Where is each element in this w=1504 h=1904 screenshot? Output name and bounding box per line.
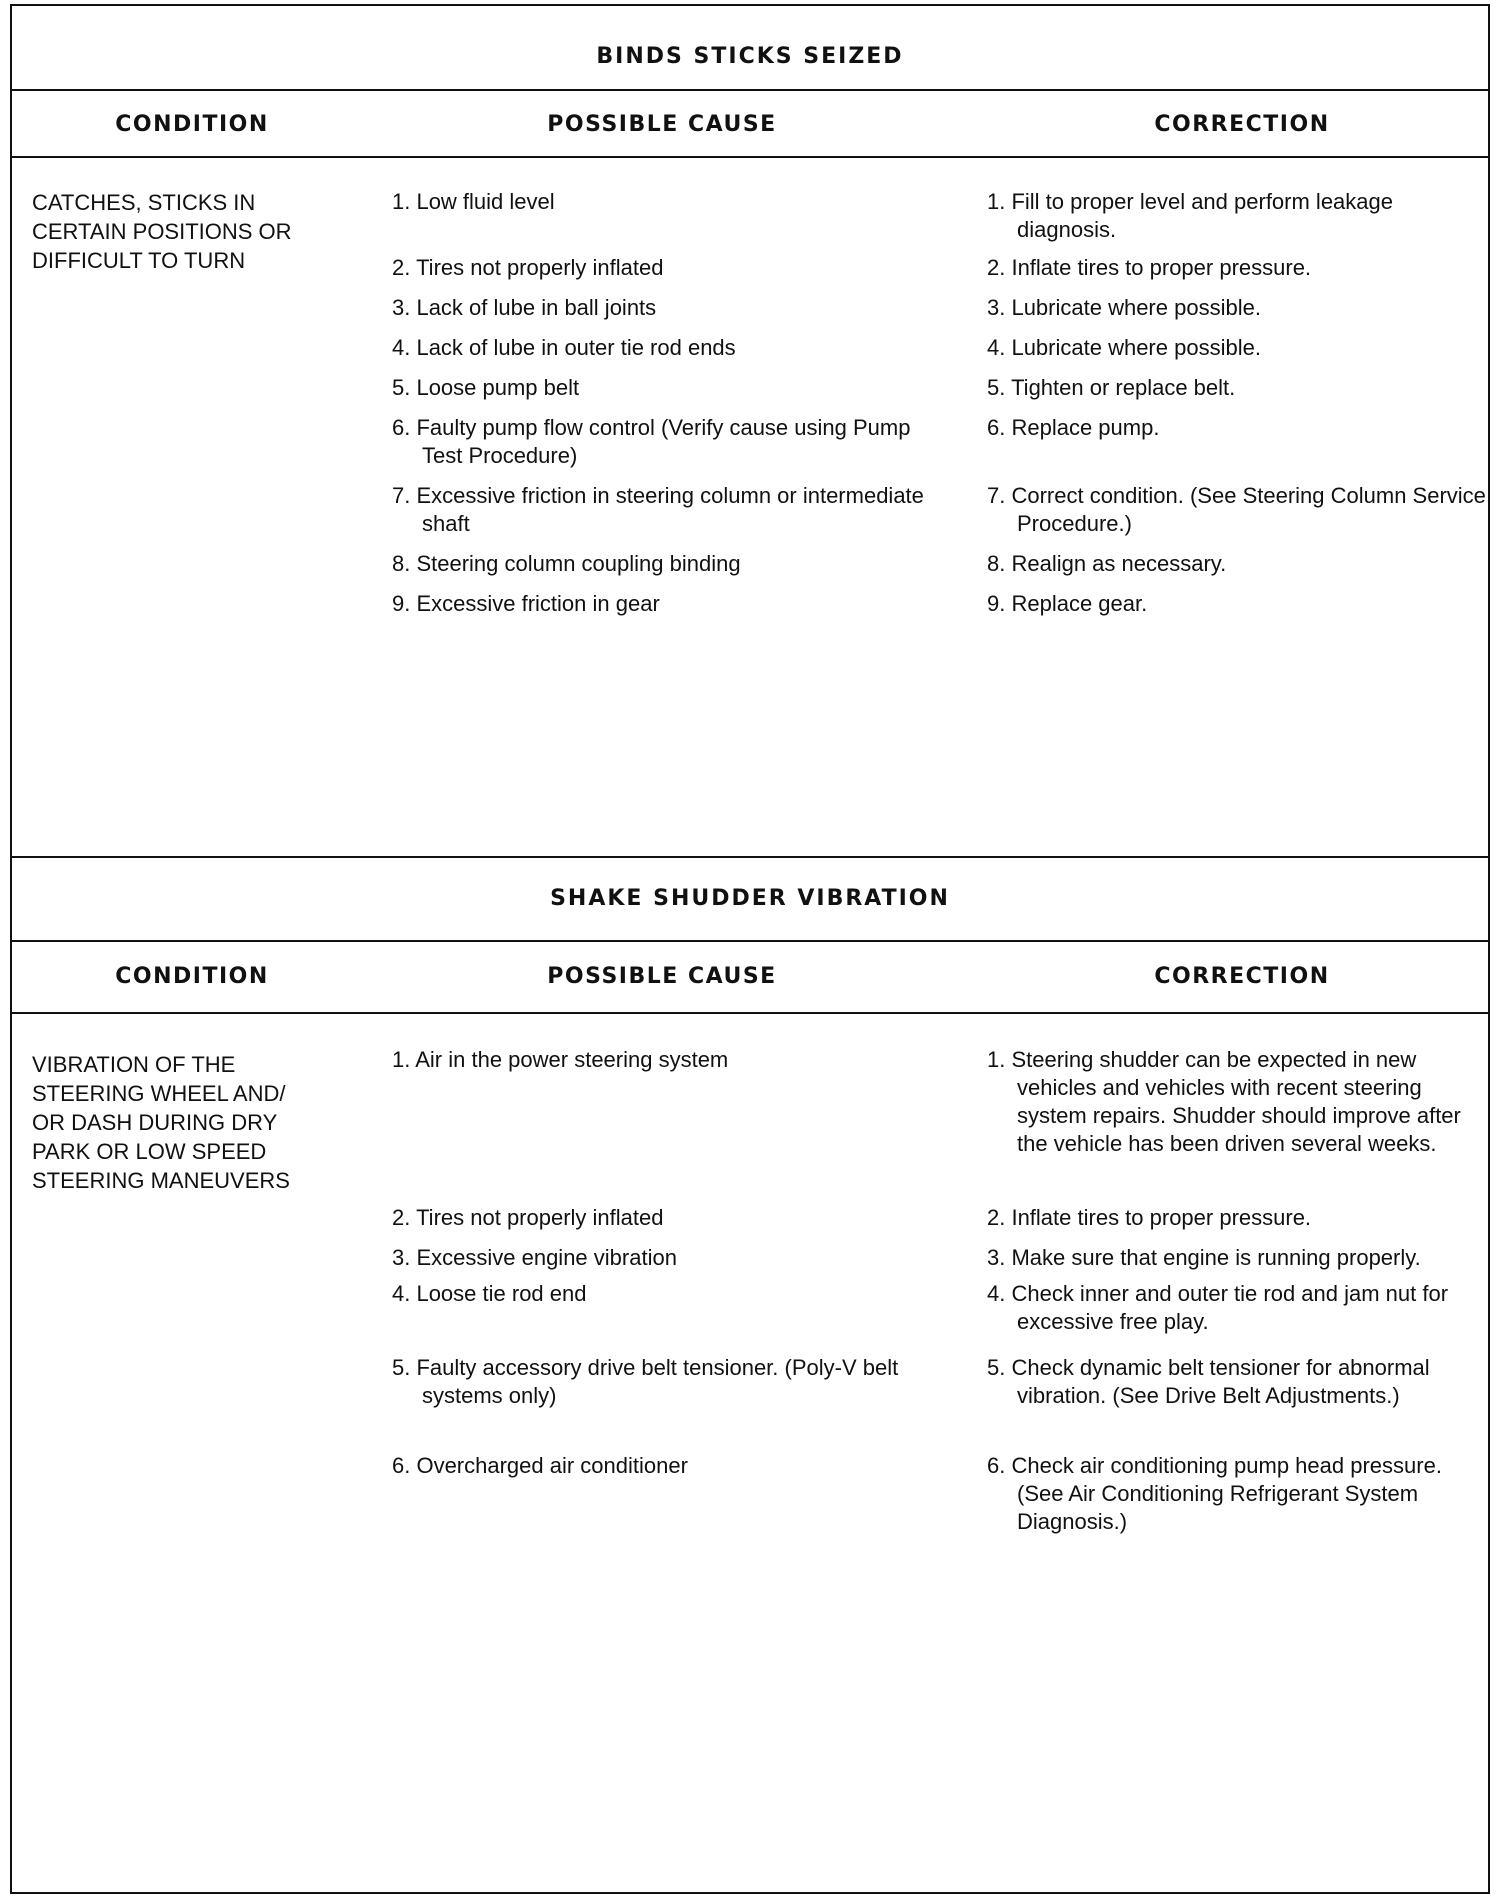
correction-item: 4. Lubricate where possible.	[987, 335, 1261, 360]
cause-item: 8. Steering column coupling binding	[392, 551, 741, 576]
correction-item: 6. Replace pump.	[987, 415, 1160, 440]
section-title-shake: SHAKE SHUDDER VIBRATION	[550, 886, 950, 911]
correction-item: 9. Replace gear.	[987, 591, 1148, 616]
cause-item: 1. Low fluid level	[392, 189, 555, 214]
cause-item: 5. Loose pump belt	[392, 375, 580, 400]
diagnosis-table	[10, 4, 1490, 1894]
header-condition: CONDITION	[115, 112, 269, 137]
divider	[12, 89, 1488, 91]
cause-item: 3. Excessive engine vibration	[392, 1245, 677, 1270]
divider	[12, 1012, 1488, 1014]
cause-item: 6. Faulty pump flow control (Verify cause using Pump Test Procedure)	[392, 415, 911, 468]
correction-item: 3. Make sure that engine is running properly.	[987, 1245, 1421, 1270]
cause-item: 7. Excessive friction in steering column or intermediate shaft	[392, 483, 924, 536]
correction-item: 5. Check dynamic belt tensioner for abnormal vibration. (See Drive Belt Adjustments.)	[987, 1355, 1430, 1408]
condition-text: VIBRATION OF THE STEERING WHEEL AND/ OR DASH DURING DRY PARK OR LOW SPEED STEERING MANEUVERS	[32, 1052, 290, 1193]
cause-item: 2. Tires not properly inflated	[392, 255, 664, 280]
cause-item: 9. Excessive friction in gear	[392, 591, 660, 616]
correction-item: 2. Inflate tires to proper pressure.	[987, 255, 1312, 280]
correction-item: 6. Check air conditioning pump head pressure. (See Air Conditioning Refrigerant System Diagnosis.)	[987, 1453, 1442, 1534]
divider	[12, 940, 1488, 942]
condition-text: CATCHES, STICKS IN CERTAIN POSITIONS OR DIFFICULT TO TURN	[32, 190, 292, 273]
header-condition: CONDITION	[115, 964, 269, 989]
divider	[12, 156, 1488, 158]
header-correction: CORRECTION	[1154, 112, 1330, 137]
cause-item: 4. Loose tie rod end	[392, 1281, 587, 1306]
cause-item: 4. Lack of lube in outer tie rod ends	[392, 335, 736, 360]
header-possible-cause: POSSIBLE CAUSE	[547, 112, 777, 137]
correction-item: 1. Fill to proper level and perform leakage diagnosis.	[987, 189, 1393, 242]
cause-item: 1. Air in the power steering system	[392, 1047, 729, 1072]
section-divider	[12, 856, 1488, 858]
cause-item: 5. Faulty accessory drive belt tensioner. (Poly-V belt systems only)	[392, 1355, 899, 1408]
cause-item: 3. Lack of lube in ball joints	[392, 295, 657, 320]
cause-item: 2. Tires not properly inflated	[392, 1205, 664, 1230]
correction-item: 4. Check inner and outer tie rod and jam nut for excessive free play.	[987, 1281, 1449, 1334]
correction-item: 3. Lubricate where possible.	[987, 295, 1261, 320]
correction-item: 1. Steering shudder can be expected in new vehicles and vehicles with recent steering system repairs. Shudder should improve after the vehicle has been driven several weeks.	[987, 1047, 1461, 1156]
correction-item: 8. Realign as necessary.	[987, 551, 1227, 576]
correction-item: 2. Inflate tires to proper pressure.	[987, 1205, 1312, 1230]
header-possible-cause: POSSIBLE CAUSE	[547, 964, 777, 989]
header-correction: CORRECTION	[1154, 964, 1330, 989]
section-title-binds: BINDS STICKS SEIZED	[596, 44, 904, 69]
correction-item: 7. Correct condition. (See Steering Column Service Procedure.)	[987, 483, 1486, 536]
correction-item: 5. Tighten or replace belt.	[987, 375, 1236, 400]
cause-item: 6. Overcharged air conditioner	[392, 1453, 688, 1478]
